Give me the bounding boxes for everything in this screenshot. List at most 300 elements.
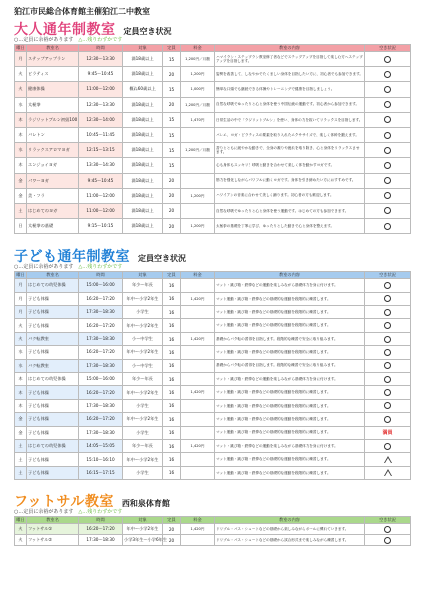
time-cell: 14:05～15:05 <box>79 439 123 452</box>
status-cell <box>365 399 411 412</box>
fee-cell <box>181 319 215 332</box>
class-name-cell: 子ども体操 <box>27 413 79 426</box>
time-cell: 16:20～17:20 <box>79 524 123 535</box>
day-cell: 金 <box>15 173 27 188</box>
target-cell: 年中～小学2年生 <box>123 413 163 426</box>
target-cell: 満18歳以上 <box>123 143 163 158</box>
description-cell: 筋力を強化しながらパワフルに動くヨガです。身体を引き締めたい方におすすめです。 <box>215 173 365 188</box>
capacity-cell: 15 <box>163 112 181 127</box>
class-name-cell: リラックスアロマヨガ <box>27 143 79 158</box>
column-header: 教室名 <box>27 517 79 524</box>
day-cell: 月 <box>15 292 27 305</box>
capacity-cell: 15 <box>163 52 181 67</box>
capacity-cell: 16 <box>163 319 181 332</box>
capacity-cell: 16 <box>163 279 181 292</box>
column-header: 定員 <box>163 517 181 524</box>
column-header: 教室の内容 <box>215 45 365 52</box>
target-cell: 満18歳以上 <box>123 97 163 112</box>
class-name-cell: 太極拳の基礎 <box>27 219 79 234</box>
target-cell: 年中～小学2年生 <box>123 292 163 305</box>
day-cell: 月 <box>15 306 27 319</box>
fee-cell <box>181 127 215 142</box>
circle-icon <box>384 101 391 108</box>
fee-cell <box>181 158 215 173</box>
description-cell: マット運動・跳び箱・鉄棒などの基礎的な運動を段階的に練習します。 <box>215 319 365 332</box>
circle-icon <box>384 282 391 289</box>
fee-cell: 1,420円 <box>181 292 215 305</box>
status-cell <box>365 466 411 479</box>
table-row <box>15 466 411 479</box>
capacity-cell: 15 <box>163 143 181 158</box>
fee-cell: 1,200円／月額 <box>181 143 215 158</box>
target-cell: 満18歳以上 <box>123 173 163 188</box>
capacity-cell: 16 <box>163 306 181 319</box>
class-name-cell: バレトン <box>27 127 79 142</box>
capacity-cell: 20 <box>163 219 181 234</box>
fee-cell <box>181 306 215 319</box>
legend-available: ○…定員に余裕があります <box>14 37 79 43</box>
day-cell: 水 <box>15 346 27 359</box>
day-cell: 土 <box>15 453 27 466</box>
fee-cell <box>181 466 215 479</box>
day-cell: 火 <box>15 82 27 97</box>
target-cell: 満18歳以上 <box>123 188 163 203</box>
status-cell <box>365 188 411 203</box>
status-cell <box>365 67 411 82</box>
status-cell <box>365 143 411 158</box>
description-cell: マット・跳び箱・鉄棒などの運動を楽しみながら基礎体力を身に付けます。 <box>215 279 365 292</box>
circle-icon <box>384 389 391 396</box>
class-name-cell: フットサル② <box>27 535 79 546</box>
capacity-cell: 16 <box>163 359 181 372</box>
target-cell: 満18歳以上 <box>123 67 163 82</box>
target-cell: 概ね60歳以上 <box>123 82 163 97</box>
class-name-cell: はじめての幼児体操 <box>27 439 79 452</box>
circle-icon <box>384 322 391 329</box>
target-cell: 年中～小学2年生 <box>123 346 163 359</box>
capacity-cell: 20 <box>163 203 181 218</box>
class-name-cell: 子ども体操 <box>27 306 79 319</box>
target-cell: 満18歳以上 <box>123 158 163 173</box>
time-cell: 16:15～17:15 <box>79 466 123 479</box>
target-cell: 満18歳以上 <box>123 112 163 127</box>
table-row <box>15 399 411 412</box>
column-header: 対象 <box>123 272 163 279</box>
legend-available: ○…定員に余裕があります <box>14 264 79 271</box>
day-cell: 木 <box>15 386 27 399</box>
day-cell: 土 <box>15 466 27 479</box>
capacity-cell: 16 <box>163 426 181 439</box>
class-name-cell: 子ども体操 <box>27 426 79 439</box>
section-title-0 <box>14 19 410 36</box>
section-title-1 <box>14 246 410 266</box>
status-cell <box>365 332 411 345</box>
circle-icon <box>384 336 391 343</box>
target-cell: 年中～小学2年生 <box>123 524 163 535</box>
section-heading: 大人通年制教室 <box>14 22 116 38</box>
day-cell: 火 <box>15 332 27 345</box>
capacity-cell: 16 <box>163 332 181 345</box>
time-cell: 17:30～18:30 <box>79 332 123 345</box>
description-cell: マット運動・跳び箱・鉄棒などの基礎的な運動を段階的に練習します。 <box>215 426 365 439</box>
day-cell: 月 <box>15 52 27 67</box>
time-cell: 12:30～13:30 <box>79 52 123 67</box>
day-cell: 火 <box>15 535 27 546</box>
status-cell <box>365 426 411 439</box>
table-row <box>15 52 411 67</box>
day-cell: 土 <box>15 203 27 218</box>
target-cell: 小学生 <box>123 306 163 319</box>
description-cell: ハマイラン・ステップラン教室修了者などでステップアップを目指して楽しむ方へステップアップを目指します。 <box>215 52 365 67</box>
class-name-cell: 子ども体操 <box>27 399 79 412</box>
fee-cell: 1,200円 <box>181 188 215 203</box>
table-row <box>15 413 411 426</box>
column-header: 対象 <box>123 517 163 524</box>
description-cell: マット運動・跳び箱・鉄棒などの基礎的な運動を段階的に練習します。 <box>215 386 365 399</box>
fee-cell: 1,200円 <box>181 219 215 234</box>
section-subheading: 西和泉体育館 <box>121 499 170 509</box>
fee-cell: 1,420円 <box>181 524 215 535</box>
table-row <box>15 97 411 112</box>
day-cell: 月 <box>15 279 27 292</box>
description-cell: マット・跳び箱・鉄棒などの運動を楽しみながら基礎体力を身に付けます。 <box>215 439 365 452</box>
section-subheading: 定員空き状況 <box>123 27 172 36</box>
column-header: 教室の内容 <box>215 272 365 279</box>
capacity-cell: 16 <box>163 413 181 426</box>
class-name-cell: はじめての幼児体操 <box>27 279 79 292</box>
target-cell: 年中～小学2年生 <box>123 386 163 399</box>
day-cell: 火 <box>15 67 27 82</box>
fee-cell <box>181 535 215 546</box>
status-cell <box>365 97 411 112</box>
status-cell <box>365 453 411 466</box>
table-row <box>15 524 411 535</box>
fee-cell <box>181 173 215 188</box>
class-name-cell: 子ども体操 <box>27 319 79 332</box>
status-cell <box>365 173 411 188</box>
description-cell: マット運動・跳び箱・鉄棒などの基礎的な運動を段階的に練習します。 <box>215 292 365 305</box>
circle-icon <box>384 162 391 169</box>
table-row <box>15 82 411 97</box>
column-header: 教室の内容 <box>215 517 365 524</box>
table-row <box>15 359 411 372</box>
day-cell: 木 <box>15 127 27 142</box>
column-header: 時間 <box>79 517 123 524</box>
description-cell: 基礎からバク転の習得を目指します。段階的な練習で安全に取り組みます。 <box>215 332 365 345</box>
target-cell: 満18歳以上 <box>123 52 163 67</box>
description-cell: 心も身体もスッキリ！呼吸と動きを合わせて楽しく体を動かすヨガです。 <box>215 158 365 173</box>
status-cell <box>365 158 411 173</box>
time-cell: 13:30～14:30 <box>79 158 123 173</box>
column-header: 曜日 <box>16 517 25 523</box>
time-cell: 12:30～14:00 <box>79 112 123 127</box>
table-row <box>15 112 411 127</box>
capacity-cell: 16 <box>163 439 181 452</box>
column-header: 曜日 <box>16 45 25 50</box>
target-cell: 小学生 <box>123 426 163 439</box>
availability-legend <box>14 263 410 271</box>
circle-icon <box>384 416 391 423</box>
target-cell: 小学生 <box>123 466 163 479</box>
table-row <box>15 127 411 142</box>
fee-cell <box>181 203 215 218</box>
class-name-cell: 子ども体操 <box>27 346 79 359</box>
table-row <box>15 426 411 439</box>
column-header: 空き状況 <box>365 272 411 279</box>
section-heading: 子ども通年制教室 <box>14 249 130 266</box>
status-cell <box>365 112 411 127</box>
legend-available: ○…定員に余裕があります <box>14 509 79 516</box>
fee-cell <box>181 399 215 412</box>
class-name-cell: バク転教室 <box>27 332 79 345</box>
circle-icon <box>384 443 391 450</box>
capacity-cell: 15 <box>163 158 181 173</box>
fee-cell <box>181 372 215 385</box>
column-header: 料金 <box>181 45 215 52</box>
status-cell <box>365 346 411 359</box>
day-cell: 土 <box>15 439 27 452</box>
status-cell <box>365 319 411 332</box>
capacity-cell: 15 <box>163 127 181 142</box>
table-row <box>15 188 411 203</box>
table-row <box>15 306 411 319</box>
fee-cell <box>181 279 215 292</box>
column-header: 定員 <box>163 45 181 52</box>
status-cell <box>365 439 411 452</box>
description-cell: 基礎からバク転の習得を目指します。段階的な練習で安全に取り組みます。 <box>215 359 365 372</box>
time-cell: 16:20～17:20 <box>79 292 123 305</box>
legend-few: △…残りわずかです <box>78 37 123 43</box>
circle-icon <box>384 362 391 369</box>
target-cell: 小～中学生 <box>123 332 163 345</box>
legend-few: △…残りわずかです <box>78 509 123 516</box>
table-row <box>15 219 411 234</box>
circle-icon <box>384 177 391 184</box>
class-name-cell: ステップアップラン <box>27 52 79 67</box>
table-row <box>15 203 411 218</box>
circle-icon <box>384 86 391 93</box>
sections <box>14 19 410 555</box>
capacity-cell: 20 <box>163 173 181 188</box>
fee-cell: 1,200円／月額 <box>181 97 215 112</box>
day-cell: 火 <box>15 524 27 535</box>
target-cell: 年少～年長 <box>123 439 163 452</box>
description-cell: ハワイアンの音楽に合わせて美しく踊ります。初心者の方も歓迎します。 <box>215 188 365 203</box>
circle-icon <box>384 537 391 544</box>
capacity-cell: 20 <box>163 67 181 82</box>
table-row <box>15 279 411 292</box>
status-cell <box>365 524 411 535</box>
target-cell: 年中～小学2年生 <box>123 453 163 466</box>
target-cell: 小学生 <box>123 399 163 412</box>
table-row <box>15 372 411 385</box>
time-cell: 17:30～18:30 <box>79 426 123 439</box>
description-cell: 姿勢を改善して、しなやかでたくましい身体を目指したい方に、初心者でも参加できます。 <box>215 67 365 82</box>
day-cell: 水 <box>15 143 27 158</box>
day-cell: 木 <box>15 372 27 385</box>
table-row <box>15 292 411 305</box>
time-cell: 15:00～16:00 <box>79 279 123 292</box>
time-cell: 16:20～17:20 <box>79 346 123 359</box>
day-cell: 水 <box>15 359 27 372</box>
description-cell: マット運動・跳び箱・鉄棒などの基礎的な運動を段階的に練習します。 <box>215 346 365 359</box>
circle-icon <box>384 71 391 78</box>
fee-cell <box>181 359 215 372</box>
fee-cell <box>181 426 215 439</box>
time-cell: 17:30～18:30 <box>79 535 123 546</box>
description-cell: 太極拳の基礎を丁寧に学び、ゆったりとした動きで心と身体を整えます。 <box>215 219 365 234</box>
fee-cell: 1,420円 <box>181 332 215 345</box>
schedule-table <box>14 516 411 546</box>
fee-cell <box>181 346 215 359</box>
class-name-cell: パワーヨガ <box>27 173 79 188</box>
day-cell: 金 <box>15 413 27 426</box>
description-cell: マット運動・跳び箱・鉄棒などの基礎的な運動を段階的に練習します。 <box>215 413 365 426</box>
section-subheading: 定員空き状況 <box>138 254 186 264</box>
status-cell <box>365 52 411 67</box>
status-cell <box>365 292 411 305</box>
time-cell: 11:00～12:00 <box>79 188 123 203</box>
circle-icon <box>384 376 391 383</box>
column-header: 空き状況 <box>365 517 411 524</box>
time-cell: 17:30～18:30 <box>79 306 123 319</box>
capacity-cell: 20 <box>163 524 181 535</box>
column-header: 曜日 <box>16 272 25 278</box>
circle-icon <box>384 116 391 123</box>
capacity-cell: 20 <box>163 535 181 546</box>
time-cell: 12:30～13:30 <box>79 97 123 112</box>
fee-cell: 1,420円 <box>181 439 215 452</box>
column-header: 教室名 <box>27 272 79 279</box>
target-cell: 年少～年長 <box>123 372 163 385</box>
capacity-cell: 20 <box>163 97 181 112</box>
status-cell <box>365 203 411 218</box>
table-row <box>15 346 411 359</box>
status-cell <box>365 386 411 399</box>
time-cell: 10:45～11:45 <box>79 127 123 142</box>
table-row <box>15 439 411 452</box>
description-cell: マット・跳び箱・鉄棒などの運動を楽しみながら基礎体力を身に付けます。 <box>215 372 365 385</box>
time-cell: 17:30～18:30 <box>79 359 123 372</box>
time-cell: 9:45～10:45 <box>79 173 123 188</box>
table-row <box>15 319 411 332</box>
time-cell: 15:00～16:00 <box>79 372 123 385</box>
description-cell: 自然な呼吸でゆったりと心と身体を使う中国伝統の運動です。初心者から参加できます。 <box>215 97 365 112</box>
description-cell: マット運動・跳び箱・鉄棒などの基礎的な運動を段階的に練習します。 <box>215 453 365 466</box>
description-cell: マット運動・跳び箱・鉄棒などの基礎的な運動を段階的に練習します。 <box>215 466 365 479</box>
description-cell: バレエ、ヨガ・ピラティスの要素を取り入れたエクササイズで、楽しく体幹を鍛えます。 <box>215 127 365 142</box>
class-name-cell: 子ども体操 <box>27 453 79 466</box>
time-cell: 17:30～18:30 <box>79 399 123 412</box>
time-cell: 12:15～13:15 <box>79 143 123 158</box>
target-cell: 満18歳以上 <box>123 203 163 218</box>
availability-legend <box>14 508 410 516</box>
description-cell: ドリブル・パス・シュートなどの基礎から試合形式まで楽しみながら練習します。 <box>215 535 365 546</box>
circle-icon <box>384 207 391 214</box>
fee-cell: 1,420円 <box>181 386 215 399</box>
circle-icon <box>384 223 391 230</box>
fee-cell: 1,000円 <box>181 82 215 97</box>
day-cell: 金 <box>15 426 27 439</box>
status-cell <box>365 372 411 385</box>
day-cell: 火 <box>15 319 27 332</box>
fee-cell <box>181 453 215 466</box>
column-header: 空き状況 <box>365 45 411 52</box>
table-row <box>15 453 411 466</box>
triangle-icon <box>384 469 392 476</box>
schedule-table <box>14 271 411 480</box>
triangle-icon <box>384 456 392 463</box>
target-cell: 満18歳以上 <box>123 219 163 234</box>
class-name-cell: 子ども体操 <box>27 466 79 479</box>
circle-icon <box>384 402 391 409</box>
table-row <box>15 535 411 546</box>
capacity-cell: 16 <box>163 346 181 359</box>
column-header: 料金 <box>181 272 215 279</box>
time-cell: 11:00～12:00 <box>79 82 123 97</box>
capacity-cell: 16 <box>163 466 181 479</box>
status-cell <box>365 413 411 426</box>
schedule-table <box>14 44 411 234</box>
capacity-cell: 16 <box>163 399 181 412</box>
class-name-cell: 美・フラ <box>27 188 79 203</box>
time-cell: 9:15～10:15 <box>79 219 123 234</box>
column-header: 定員 <box>163 272 181 279</box>
target-cell: 満18歳以上 <box>123 127 163 142</box>
capacity-cell: 16 <box>163 292 181 305</box>
target-cell: 年少～年長 <box>123 279 163 292</box>
class-name-cell: ラジリットブルン初級100 <box>27 112 79 127</box>
column-header: 料金 <box>181 517 215 524</box>
column-header: 時間 <box>79 45 123 52</box>
time-cell: 16:20～17:20 <box>79 319 123 332</box>
time-cell: 11:00～12:00 <box>79 203 123 218</box>
class-name-cell: 子ども体操 <box>27 386 79 399</box>
target-cell: 小～中学生 <box>123 359 163 372</box>
capacity-cell: 20 <box>163 188 181 203</box>
day-cell: 日 <box>15 219 27 234</box>
description-cell: マット運動・跳び箱・鉄棒などの基礎的な運動を段階的に練習します。 <box>215 399 365 412</box>
table-row <box>15 67 411 82</box>
time-cell: 16:20～17:20 <box>79 386 123 399</box>
status-cell <box>365 82 411 97</box>
circle-icon <box>384 147 391 154</box>
column-header: 教室名 <box>27 45 79 52</box>
full-badge: 満員 <box>382 430 393 437</box>
table-row <box>15 143 411 158</box>
day-cell: 金 <box>15 188 27 203</box>
fee-cell <box>181 413 215 426</box>
table-row <box>15 173 411 188</box>
section-heading: フットサル教室 <box>14 494 114 511</box>
fee-cell: 1,470円 <box>181 112 215 127</box>
time-cell: 16:20～17:20 <box>79 413 123 426</box>
section-title-2 <box>14 491 410 511</box>
target-cell: 年中～小学2年生 <box>123 319 163 332</box>
status-cell <box>365 219 411 234</box>
column-header: 時間 <box>79 272 123 279</box>
day-cell: 水 <box>15 97 27 112</box>
fee-cell: 1,200円／月額 <box>181 52 215 67</box>
class-name-cell: はじめての幼児体操 <box>27 372 79 385</box>
status-cell <box>365 127 411 142</box>
column-header: 対象 <box>123 45 163 52</box>
description-cell: 自然な呼吸でゆったりと心と身体を使う運動です。はじめての方も参加できます。 <box>215 203 365 218</box>
circle-icon <box>384 349 391 356</box>
day-cell: 木 <box>15 158 27 173</box>
status-cell <box>365 359 411 372</box>
class-name-cell: エンジョイヨガ <box>27 158 79 173</box>
